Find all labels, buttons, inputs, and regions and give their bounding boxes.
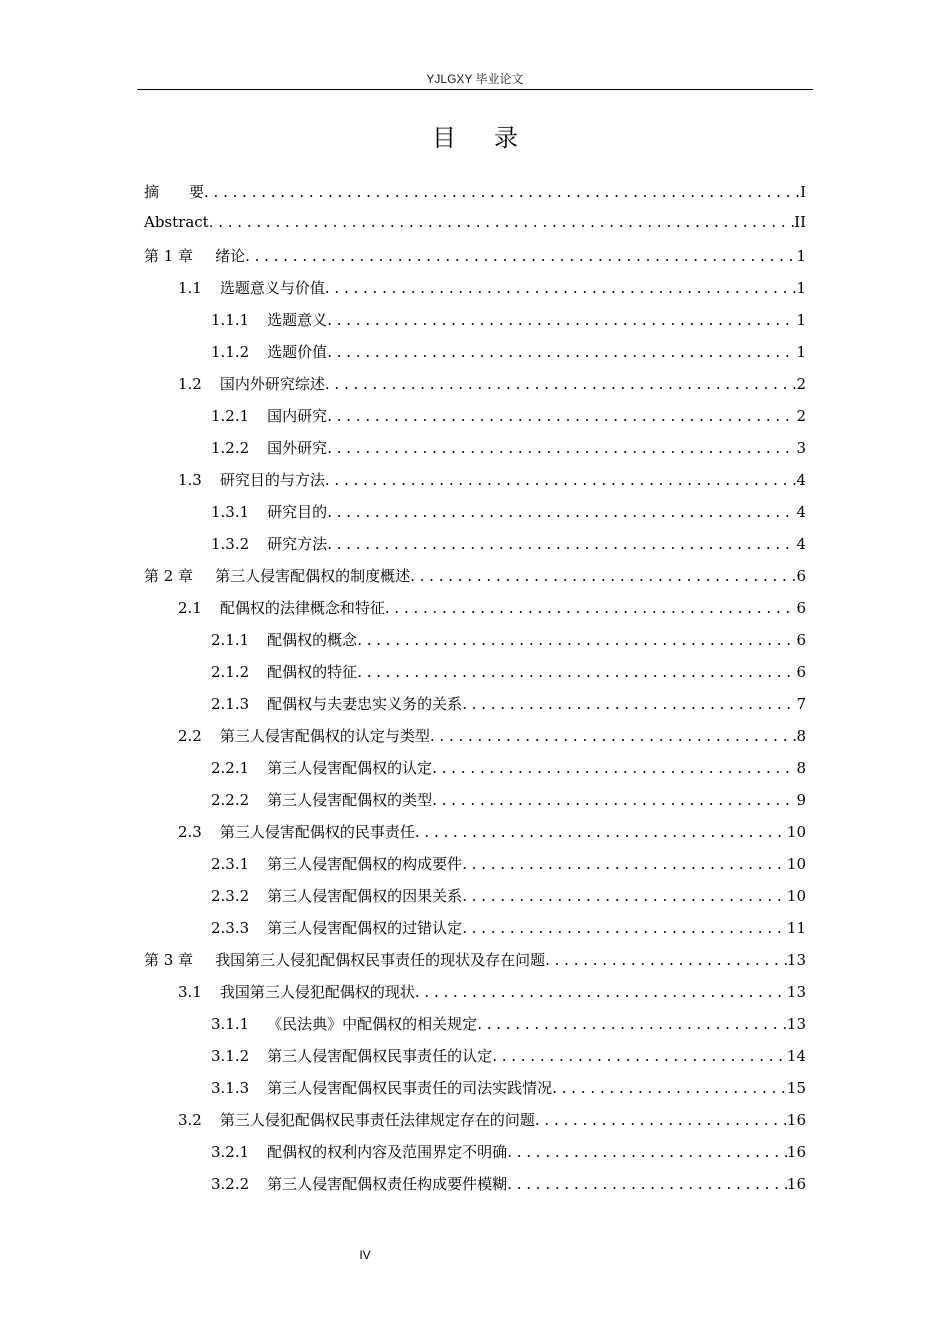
toc-leader-dots — [327, 311, 796, 329]
toc-entry-page: 10 — [786, 855, 806, 873]
toc-leader-dots — [477, 1015, 787, 1033]
toc-entry[interactable] — [144, 629, 806, 661]
toc-entry[interactable] — [144, 373, 806, 405]
toc-entry[interactable] — [144, 405, 806, 437]
toc-entry-page: 4 — [796, 535, 806, 553]
toc-entry-label: 第三人侵害配偶权的民事责任 — [219, 823, 415, 841]
toc-entry-number: 2.3 — [178, 823, 202, 841]
toc-entry-number: 1.2.1 — [211, 407, 250, 425]
toc-entry-label: 国内研究 — [267, 407, 328, 425]
toc-entry-page: 3 — [796, 439, 806, 457]
toc-entry-page: 16 — [786, 1111, 806, 1129]
toc-leader-dots — [507, 1175, 787, 1193]
toc-leader-dots — [535, 1111, 787, 1129]
toc-entry-label: 研究方法 — [267, 535, 328, 553]
toc-entry-page: 1 — [796, 343, 806, 361]
toc-entry[interactable] — [144, 725, 806, 757]
toc-entry-number: 1.3.1 — [211, 503, 250, 521]
toc-entry[interactable] — [144, 213, 806, 245]
toc-entry-page: 14 — [786, 1047, 806, 1065]
toc-entry[interactable] — [144, 917, 806, 949]
toc-entry-page: I — [800, 183, 806, 201]
toc-entry-page: 1 — [796, 247, 806, 265]
toc-entry[interactable] — [144, 437, 806, 469]
toc-entry-label: 配偶权与夫妻忠实义务的关系 — [267, 695, 463, 713]
toc-entry-label: 国外研究 — [267, 439, 328, 457]
table-of-contents — [144, 181, 806, 1205]
toc-entry-page: 16 — [786, 1143, 806, 1161]
toc-leader-dots — [209, 213, 794, 231]
toc-entry[interactable] — [144, 181, 806, 213]
toc-leader-dots — [432, 759, 796, 777]
toc-entry-page: 7 — [796, 695, 806, 713]
toc-leader-dots — [410, 567, 796, 585]
toc-entry[interactable] — [144, 1173, 806, 1205]
toc-entry[interactable] — [144, 277, 806, 309]
toc-leader-dots — [327, 503, 796, 521]
toc-leader-dots — [325, 279, 797, 297]
toc-entry-number: Abstract — [144, 213, 209, 231]
toc-leader-dots — [357, 663, 796, 681]
toc-leader-dots — [507, 1143, 787, 1161]
toc-entry-label: 选题意义 — [267, 311, 328, 329]
toc-entry-number: 2.3.1 — [211, 855, 250, 873]
toc-entry-page: 13 — [786, 983, 806, 1001]
toc-leader-dots — [462, 887, 787, 905]
toc-leader-dots — [327, 407, 796, 425]
toc-entry-label: 研究目的 — [267, 503, 328, 521]
toc-leader-dots — [462, 855, 787, 873]
toc-leader-dots — [462, 695, 796, 713]
toc-entry[interactable] — [144, 949, 806, 981]
toc-entry-number: 2.2 — [178, 727, 202, 745]
toc-entry-label: 绪论 — [215, 247, 246, 265]
toc-entry-number: 第 2 章 — [144, 567, 194, 585]
toc-entry-label: 研究目的与方法 — [219, 471, 325, 489]
toc-entry[interactable] — [144, 693, 806, 725]
toc-entry-page: 9 — [796, 791, 806, 809]
toc-entry-page: 6 — [796, 663, 806, 681]
toc-entry-label: 我国第三人侵犯配偶权的现状 — [219, 983, 415, 1001]
toc-entry[interactable] — [144, 1045, 806, 1077]
toc-entry-page: 15 — [786, 1079, 806, 1097]
toc-entry-number: 3.2 — [178, 1111, 202, 1129]
toc-leader-dots — [545, 951, 787, 969]
toc-entry[interactable] — [144, 757, 806, 789]
toc-leader-dots — [492, 1047, 787, 1065]
toc-entry-number: 1.3 — [178, 471, 202, 489]
toc-entry[interactable] — [144, 853, 806, 885]
toc-entry-number: 2.1.3 — [211, 695, 250, 713]
toc-entry-page: 11 — [786, 919, 806, 937]
toc-entry-number: 2.3.3 — [211, 919, 250, 937]
toc-entry[interactable] — [144, 501, 806, 533]
toc-leader-dots — [327, 343, 796, 361]
toc-entry[interactable] — [144, 309, 806, 341]
toc-entry-label: 配偶权的概念 — [267, 631, 358, 649]
toc-entry-label: 配偶权的权利内容及范围界定不明确 — [267, 1143, 508, 1161]
toc-entry-label: 第三人侵害配偶权责任构成要件模糊 — [267, 1175, 508, 1193]
toc-entry-number: 2.3.2 — [211, 887, 250, 905]
toc-entry-label: 第三人侵害配偶权的制度概述 — [215, 567, 411, 585]
toc-entry-page: 10 — [786, 823, 806, 841]
toc-entry[interactable] — [144, 885, 806, 917]
toc-entry[interactable] — [144, 1013, 806, 1045]
toc-entry-number: 1.1 — [178, 279, 202, 297]
toc-entry-page: 8 — [796, 727, 806, 745]
toc-leader-dots — [327, 535, 796, 553]
toc-entry-number: 第 3 章 — [144, 951, 194, 969]
toc-entry-page: 8 — [796, 759, 806, 777]
toc-entry-label: 第三人侵害配偶权的过错认定 — [267, 919, 463, 937]
toc-entry-number: 1.2 — [178, 375, 202, 393]
toc-entry-label: 国内外研究综述 — [219, 375, 325, 393]
toc-entry-label: 《民法典》中配偶权的相关规定 — [267, 1015, 478, 1033]
toc-entry-number: 摘 要 — [144, 183, 205, 201]
toc-entry[interactable] — [144, 597, 806, 629]
toc-entry[interactable] — [144, 533, 806, 565]
toc-leader-dots — [325, 375, 797, 393]
toc-entry[interactable] — [144, 245, 806, 277]
toc-entry[interactable] — [144, 661, 806, 693]
toc-entry-number: 3.2.2 — [211, 1175, 250, 1193]
toc-entry-page: 6 — [796, 567, 806, 585]
toc-entry-number: 3.1.1 — [211, 1015, 250, 1033]
toc-entry-page: 6 — [796, 599, 806, 617]
toc-entry-number: 2.2.2 — [211, 791, 250, 809]
toc-entry-page: 4 — [796, 503, 806, 521]
toc-entry-page: 6 — [796, 631, 806, 649]
toc-entry-number: 2.1 — [178, 599, 202, 617]
toc-leader-dots — [357, 631, 796, 649]
toc-entry[interactable] — [144, 469, 806, 501]
page-number: IV — [359, 1248, 371, 1262]
toc-entry[interactable] — [144, 341, 806, 373]
toc-entry-number: 1.1.2 — [211, 343, 250, 361]
toc-entry[interactable] — [144, 1109, 806, 1141]
toc-entry-page: 10 — [786, 887, 806, 905]
toc-entry-number: 3.2.1 — [211, 1143, 250, 1161]
toc-entry-number: 3.1.3 — [211, 1079, 250, 1097]
toc-entry-label: 第三人侵害配偶权的认定与类型 — [219, 727, 430, 745]
toc-entry-label: 选题意义与价值 — [219, 279, 325, 297]
toc-leader-dots — [432, 791, 796, 809]
toc-title: 目录 — [432, 124, 556, 152]
toc-leader-dots — [415, 983, 787, 1001]
toc-leader-dots — [430, 727, 797, 745]
toc-entry-label: 配偶权的特征 — [267, 663, 358, 681]
toc-entry[interactable] — [144, 981, 806, 1013]
toc-entry-page: 13 — [786, 951, 806, 969]
toc-leader-dots — [245, 247, 796, 265]
toc-entry-number: 第 1 章 — [144, 247, 194, 265]
toc-entry[interactable] — [144, 1077, 806, 1109]
toc-entry[interactable] — [144, 821, 806, 853]
toc-entry-page: 13 — [786, 1015, 806, 1033]
toc-entry-label: 第三人侵害配偶权的认定 — [267, 759, 433, 777]
toc-entry-label: 我国第三人侵犯配偶权民事责任的现状及存在问题 — [215, 951, 546, 969]
toc-entry-page: 16 — [786, 1175, 806, 1193]
toc-entry-number: 1.1.1 — [211, 311, 250, 329]
toc-entry-label: 第三人侵害配偶权的因果关系 — [267, 887, 463, 905]
toc-leader-dots — [415, 823, 787, 841]
toc-leader-dots — [325, 471, 797, 489]
toc-entry-label: 第三人侵害配偶权民事责任的认定 — [267, 1047, 493, 1065]
toc-entry-number: 2.1.1 — [211, 631, 250, 649]
toc-entry-label: 配偶权的法律概念和特征 — [219, 599, 385, 617]
toc-entry-page: II — [794, 213, 806, 231]
toc-leader-dots — [327, 439, 796, 457]
toc-entry-page: 1 — [796, 311, 806, 329]
toc-entry-label: 第三人侵害配偶权的类型 — [267, 791, 433, 809]
toc-leader-dots — [204, 183, 800, 201]
toc-leader-dots — [385, 599, 797, 617]
running-header: YJLGXY 毕业论文 — [426, 72, 524, 86]
toc-entry-number: 1.3.2 — [211, 535, 250, 553]
toc-entry-page: 4 — [796, 471, 806, 489]
toc-entry-label: 第三人侵害配偶权的构成要件 — [267, 855, 463, 873]
toc-entry[interactable] — [144, 1141, 806, 1173]
toc-entry-label: 第三人侵犯配偶权民事责任法律规定存在的问题 — [219, 1111, 535, 1129]
toc-entry-number: 2.1.2 — [211, 663, 250, 681]
toc-entry-label: 选题价值 — [267, 343, 328, 361]
toc-entry-number: 3.1 — [178, 983, 202, 1001]
toc-entry-page: 2 — [796, 375, 806, 393]
toc-leader-dots — [462, 919, 787, 937]
toc-entry-number: 1.2.2 — [211, 439, 250, 457]
toc-entry-page: 2 — [796, 407, 806, 425]
toc-entry[interactable] — [144, 789, 806, 821]
toc-entry-number: 2.2.1 — [211, 759, 250, 777]
header-rule — [137, 89, 813, 90]
toc-leader-dots — [552, 1079, 787, 1097]
toc-entry-page: 1 — [796, 279, 806, 297]
toc-entry-number: 3.1.2 — [211, 1047, 250, 1065]
toc-entry[interactable] — [144, 565, 806, 597]
toc-entry-label: 第三人侵害配偶权民事责任的司法实践情况 — [267, 1079, 553, 1097]
